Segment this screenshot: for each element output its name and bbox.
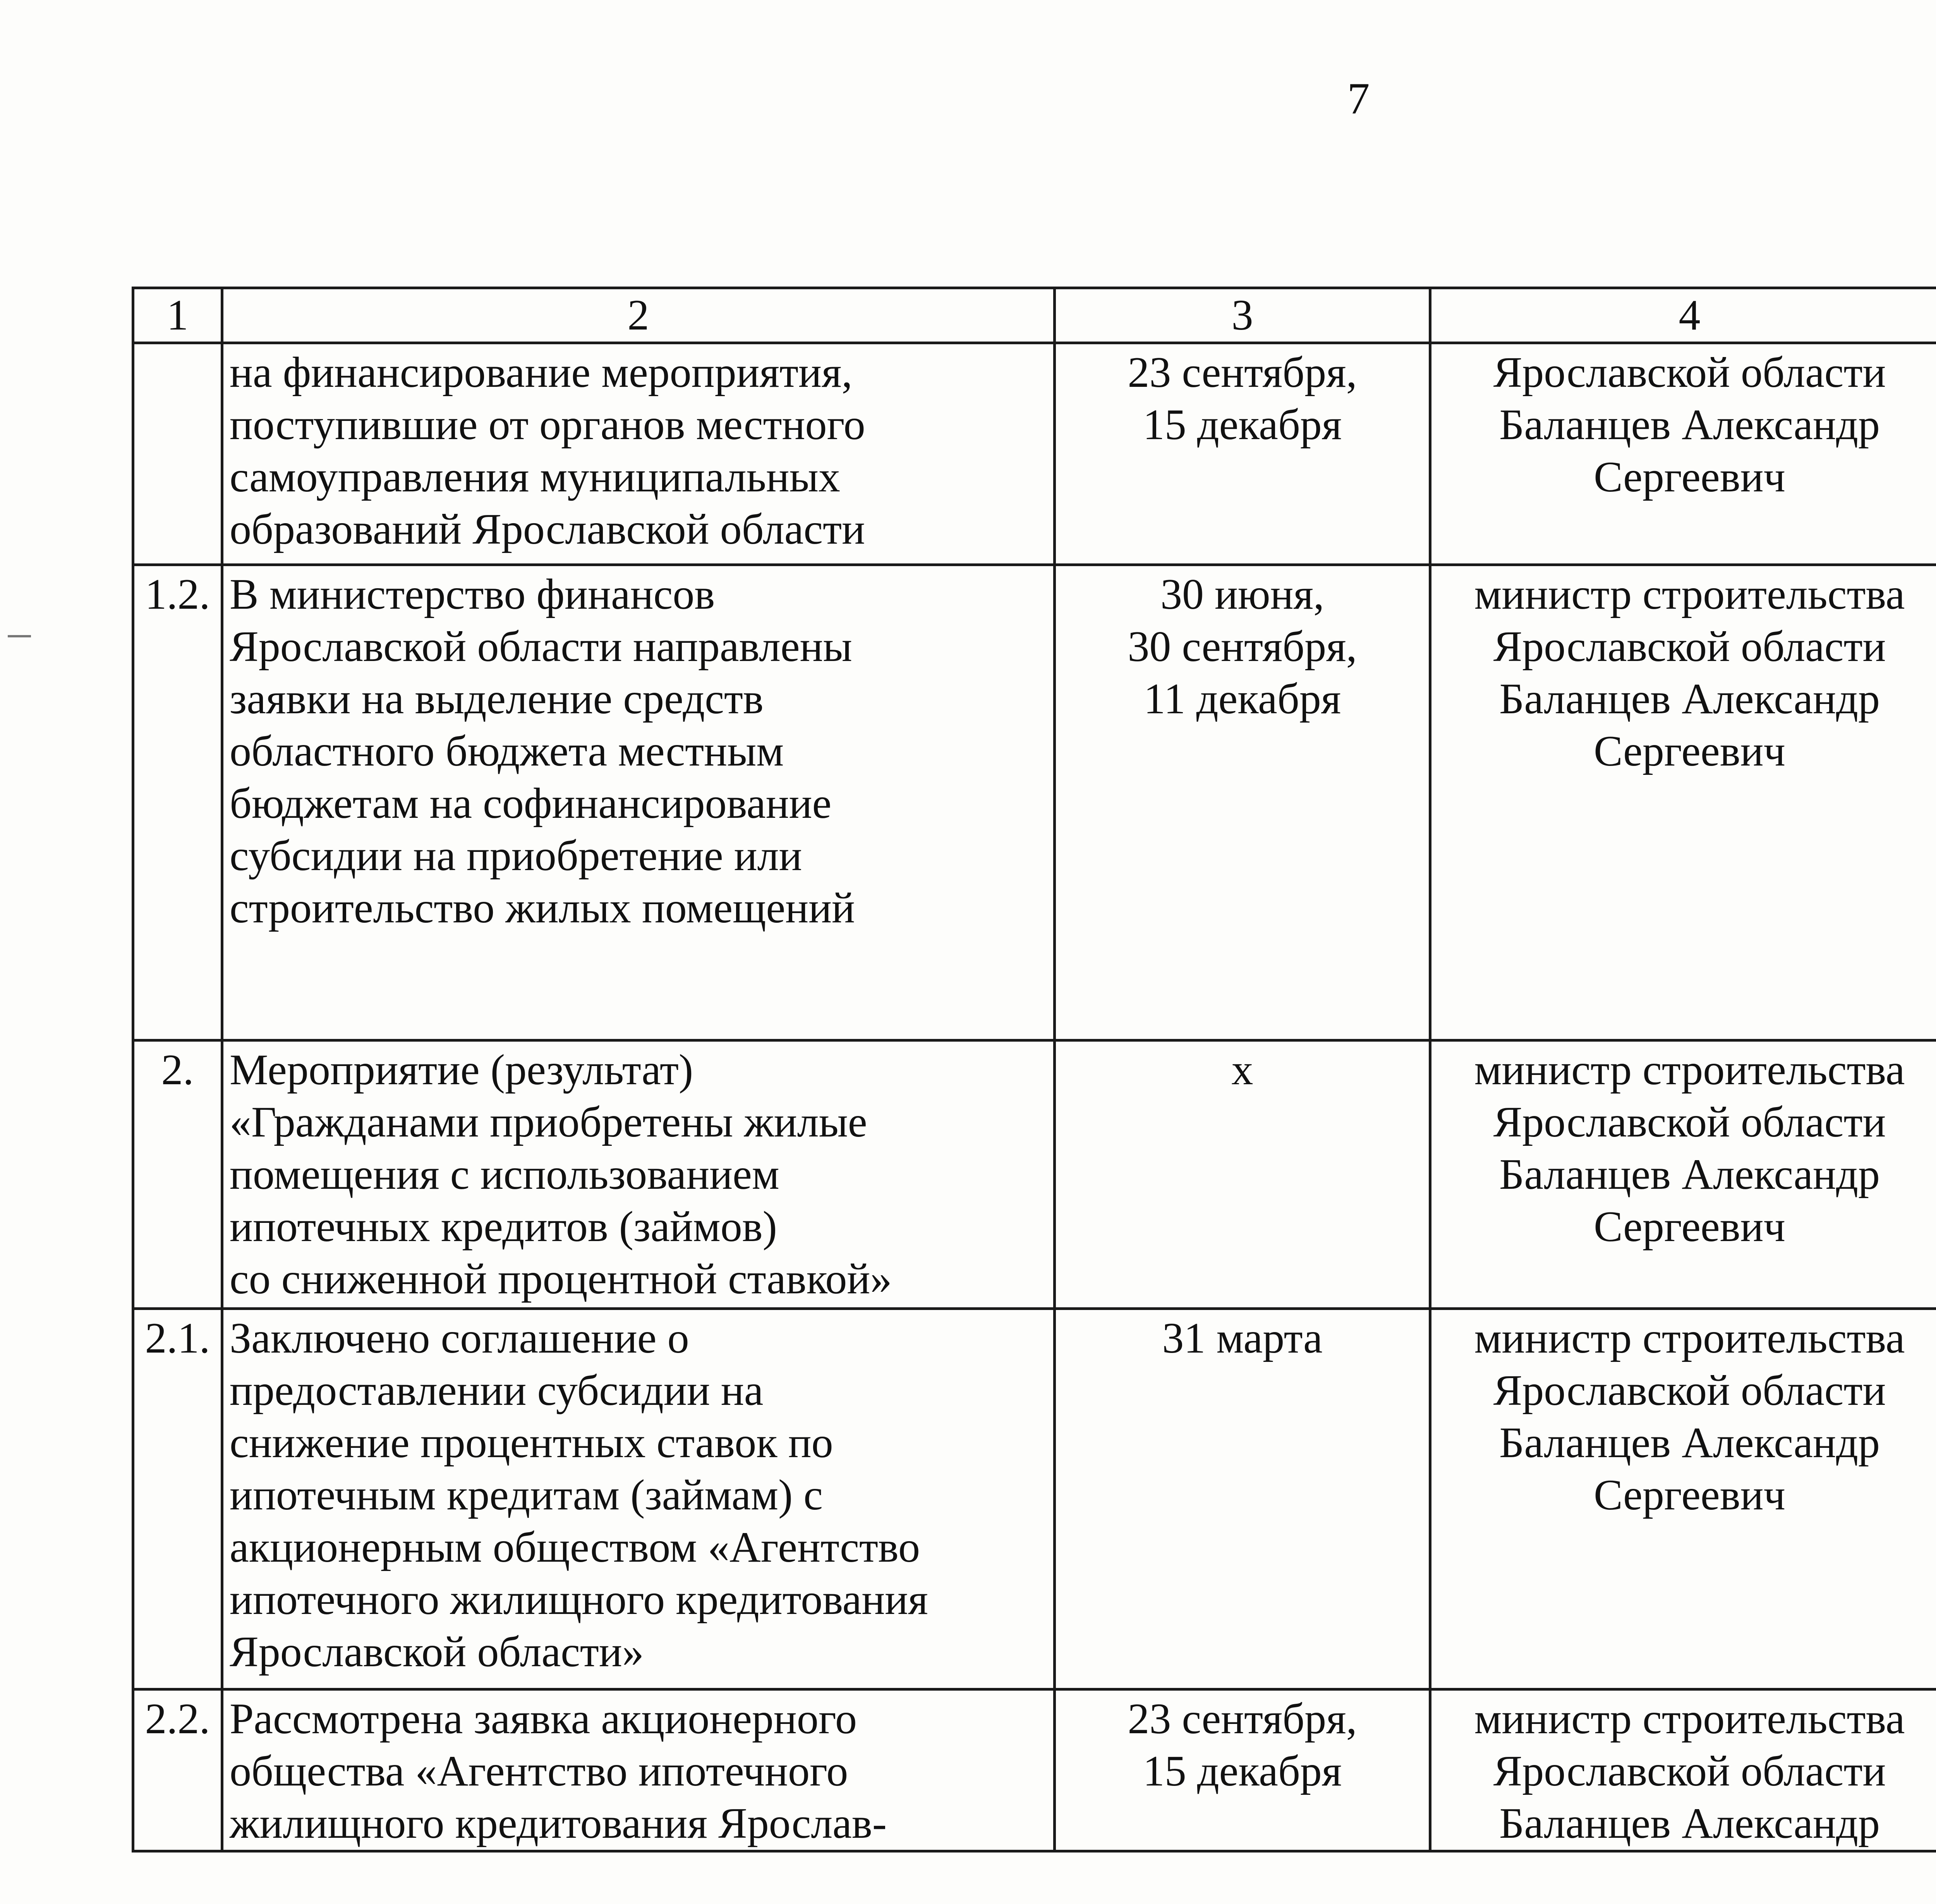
header-cell-2: 2	[222, 288, 1055, 343]
page-number: 7	[1347, 74, 1370, 124]
row-description	[222, 1309, 1055, 1689]
deadline-text: х	[1231, 1046, 1253, 1094]
table-row	[133, 565, 1936, 1040]
row-description	[222, 565, 1055, 1040]
row-description	[222, 1689, 1055, 1851]
row-description	[222, 343, 1055, 565]
table-row	[133, 343, 1936, 565]
description-text: Заключено соглашение о предоставлении субсидии на снижение процентных ставок по ипотечным кредитам (займам) с акционерным обществом «Агентство ипотечного жилищного кредитования Ярославской области»	[230, 1314, 928, 1676]
table-header-row	[133, 288, 1936, 343]
row-number: 1.2.	[133, 565, 222, 1040]
plan-table	[132, 287, 1936, 1852]
row-deadline	[1055, 343, 1430, 565]
row-responsible	[1430, 1689, 1936, 1851]
row-deadline	[1055, 565, 1430, 1040]
responsible-text: Ярославской области Баланцев Александр Сергеевич	[1493, 349, 1886, 501]
description-text: на финансирование мероприятия, поступившие от органов местного самоуправления муниципальных образований Ярославской области	[230, 349, 865, 553]
responsible-text: министр строительства Ярославской области Баланцев Александр Сергеевич	[1474, 1046, 1905, 1251]
responsible-text: министр строительства Ярославской области Баланцев Александр	[1474, 1695, 1905, 1847]
deadline-text: 23 сентября, 15 декабря	[1128, 349, 1357, 449]
deadline-text: 30 июня, 30 сентября, 11 декабря	[1128, 570, 1357, 723]
row-deadline	[1055, 1309, 1430, 1689]
row-number	[133, 343, 222, 565]
row-number: 2.1.	[133, 1309, 222, 1689]
row-number: 2.	[133, 1040, 222, 1309]
table-row	[133, 1689, 1936, 1851]
margin-mark	[8, 635, 31, 637]
table-row	[133, 1040, 1936, 1309]
row-responsible	[1430, 565, 1936, 1040]
row-deadline	[1055, 1689, 1430, 1851]
responsible-text: министр строительства Ярославской области Баланцев Александр Сергеевич	[1474, 570, 1905, 775]
header-cell-1: 1	[133, 288, 222, 343]
responsible-text: министр строительства Ярославской области Баланцев Александр Сергеевич	[1474, 1314, 1905, 1519]
table-row	[133, 1309, 1936, 1689]
header-cell-4: 4	[1430, 288, 1936, 343]
description-text: Мероприятие (результат) «Гражданами приобретены жилые помещения с использованием ипотечных кредитов (займов) со сниженной процентной ставкой»	[230, 1046, 892, 1303]
description-text: Рассмотрена заявка акционерного общества «Агентство ипотечного жилищного кредитования Ярослав-	[230, 1695, 887, 1847]
description-text: В министерство финансов Ярославской области направлены заявки на выделение средств областного бюджета местным бюджетам на софинансирование субсидии на приобретение или строительство жилых помещений	[230, 570, 855, 932]
row-responsible	[1430, 343, 1936, 565]
deadline-text: 23 сентября, 15 декабря	[1128, 1695, 1357, 1795]
deadline-text: 31 марта	[1162, 1314, 1323, 1362]
header-cell-3: 3	[1055, 288, 1430, 343]
row-number: 2.2.	[133, 1689, 222, 1851]
row-description	[222, 1040, 1055, 1309]
row-responsible	[1430, 1309, 1936, 1689]
row-deadline	[1055, 1040, 1430, 1309]
row-responsible	[1430, 1040, 1936, 1309]
